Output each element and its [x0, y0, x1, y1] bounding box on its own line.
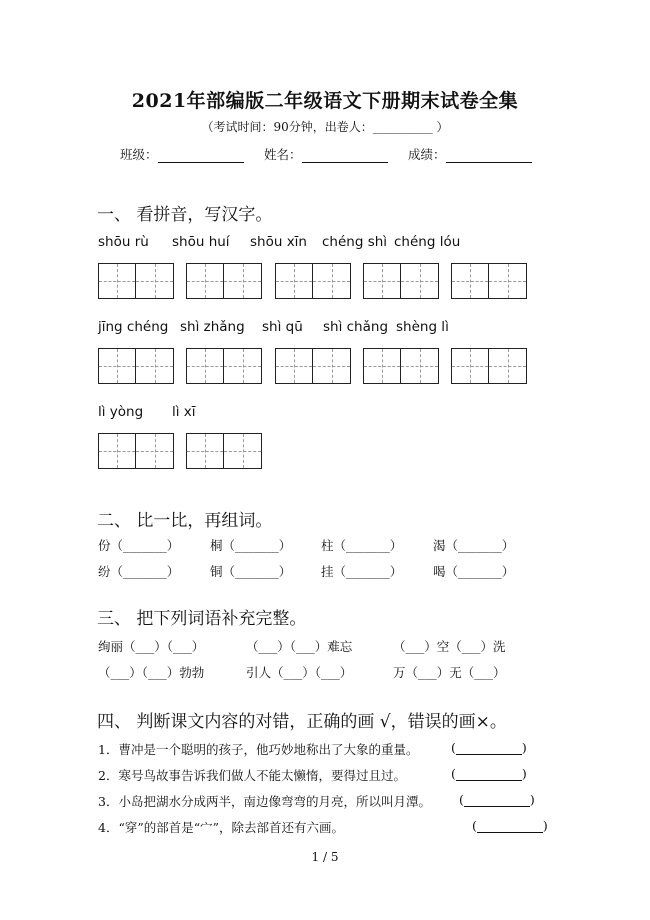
writing-cell[interactable] — [489, 349, 526, 383]
pinyin: chéng shì — [322, 234, 388, 250]
compare-item[interactable]: 份（_______） — [98, 538, 180, 553]
exam-subtitle: （考试时间：90分钟，出卷人：__________ ） — [201, 120, 449, 134]
writing-cell[interactable] — [187, 264, 224, 298]
idiom-item[interactable]: 绚丽（___）（___） — [98, 639, 205, 654]
writing-cell[interactable] — [276, 349, 313, 383]
compare-item[interactable]: 挂（_______） — [321, 564, 403, 579]
answer-blank[interactable]: ( ) — [451, 740, 527, 755]
class-label: 班级： — [120, 147, 158, 162]
writing-grid-box[interactable] — [186, 348, 262, 384]
judge-item: 3．小岛把湖水分成两半，南边像弯弯的月亮，所以叫月潭。 — [98, 794, 431, 809]
pinyin: shōu xīn — [250, 234, 307, 250]
idiom-item[interactable]: 万（___）无（___） — [393, 665, 506, 680]
writing-cell[interactable] — [401, 349, 438, 383]
compare-item[interactable]: 喝（_______） — [433, 564, 515, 579]
pinyin: shōu huí — [172, 234, 230, 250]
pinyin: jīng chéng — [98, 319, 169, 335]
writing-cell[interactable] — [136, 349, 173, 383]
writing-grid-box[interactable] — [186, 263, 262, 299]
writing-cell[interactable] — [313, 349, 350, 383]
page-number: 1 / 5 — [311, 850, 339, 864]
judge-item: 2．寒号鸟故事告诉我们做人不能太懒惰，要得过且过。 — [98, 768, 406, 783]
compare-item[interactable]: 铜（_______） — [210, 564, 292, 579]
writing-grid-box[interactable] — [363, 263, 439, 299]
writing-grid-box[interactable] — [98, 348, 174, 384]
section3-heading: 三、 把下列词语补充完整。 — [97, 609, 307, 629]
pinyin: shōu rù — [98, 234, 149, 250]
writing-grid-box[interactable] — [275, 348, 351, 384]
compare-item[interactable]: 桐（_______） — [210, 538, 292, 553]
writing-cell[interactable] — [489, 264, 526, 298]
writing-cell[interactable] — [364, 349, 401, 383]
writing-grid-box[interactable] — [363, 348, 439, 384]
writing-cell[interactable] — [224, 434, 261, 468]
writing-grid-box[interactable] — [98, 433, 174, 469]
page-title: 2021年部编版二年级语文下册期末试卷全集 — [131, 90, 519, 112]
answer-blank[interactable]: ( ) — [472, 818, 548, 833]
writing-cell[interactable] — [187, 349, 224, 383]
writing-cell[interactable] — [276, 264, 313, 298]
pinyin: shì zhǎng — [180, 319, 245, 335]
writing-cell[interactable] — [99, 349, 136, 383]
writing-cell[interactable] — [136, 264, 173, 298]
writing-cell[interactable] — [401, 264, 438, 298]
idiom-item[interactable]: （___）空（___）洗 — [393, 639, 506, 654]
name-field — [264, 145, 388, 163]
writing-grid-box[interactable] — [451, 348, 527, 384]
section1-heading: 一、 看拼音，写汉字。 — [97, 205, 273, 225]
pinyin: lì yòng — [98, 404, 144, 420]
writing-cell[interactable] — [224, 264, 261, 298]
score-field — [408, 145, 532, 163]
pinyin: shèng lì — [396, 319, 449, 335]
score-blank[interactable] — [446, 148, 532, 163]
writing-cell[interactable] — [452, 349, 489, 383]
compare-item[interactable]: 纷（_______） — [98, 564, 180, 579]
idiom-item[interactable]: （___）（___）难忘 — [246, 639, 353, 654]
name-blank[interactable] — [302, 148, 388, 163]
pinyin: shì qū — [262, 319, 303, 335]
writing-cell[interactable] — [136, 434, 173, 468]
writing-cell[interactable] — [313, 264, 350, 298]
writing-cell[interactable] — [187, 434, 224, 468]
answer-blank[interactable]: ( ) — [459, 792, 535, 807]
score-label: 成绩： — [408, 147, 446, 162]
writing-cell[interactable] — [364, 264, 401, 298]
judge-item: 4．“穿”的部首是“宀”，除去部首还有六画。 — [98, 820, 345, 835]
writing-grid-box[interactable] — [186, 433, 262, 469]
writing-cell[interactable] — [99, 434, 136, 468]
section4-heading: 四、 判断课文内容的对错，正确的画 √，错误的画×。 — [97, 712, 507, 732]
class-blank[interactable] — [158, 148, 244, 163]
judge-item: 1．曹冲是一个聪明的孩子，他巧妙地称出了大象的重量。 — [98, 742, 419, 757]
writing-cell[interactable] — [452, 264, 489, 298]
section2-heading: 二、 比一比，再组词。 — [97, 511, 273, 531]
writing-grid-box[interactable] — [98, 263, 174, 299]
class-field — [120, 145, 244, 163]
compare-item[interactable]: 渴（_______） — [433, 538, 515, 553]
pinyin: lì xī — [172, 404, 196, 420]
writing-grid-box[interactable] — [451, 263, 527, 299]
pinyin: shì chǎng — [323, 319, 389, 335]
compare-item[interactable]: 柱（_______） — [321, 538, 403, 553]
writing-cell[interactable] — [224, 349, 261, 383]
idiom-item[interactable]: （___）（___）勃勃 — [98, 665, 205, 680]
name-label: 姓名： — [264, 147, 302, 162]
writing-cell[interactable] — [99, 264, 136, 298]
pinyin: chéng lóu — [394, 234, 461, 250]
writing-grid-box[interactable] — [275, 263, 351, 299]
answer-blank[interactable]: ( ) — [451, 766, 527, 781]
idiom-item[interactable]: 引人（___）（___） — [246, 665, 353, 680]
